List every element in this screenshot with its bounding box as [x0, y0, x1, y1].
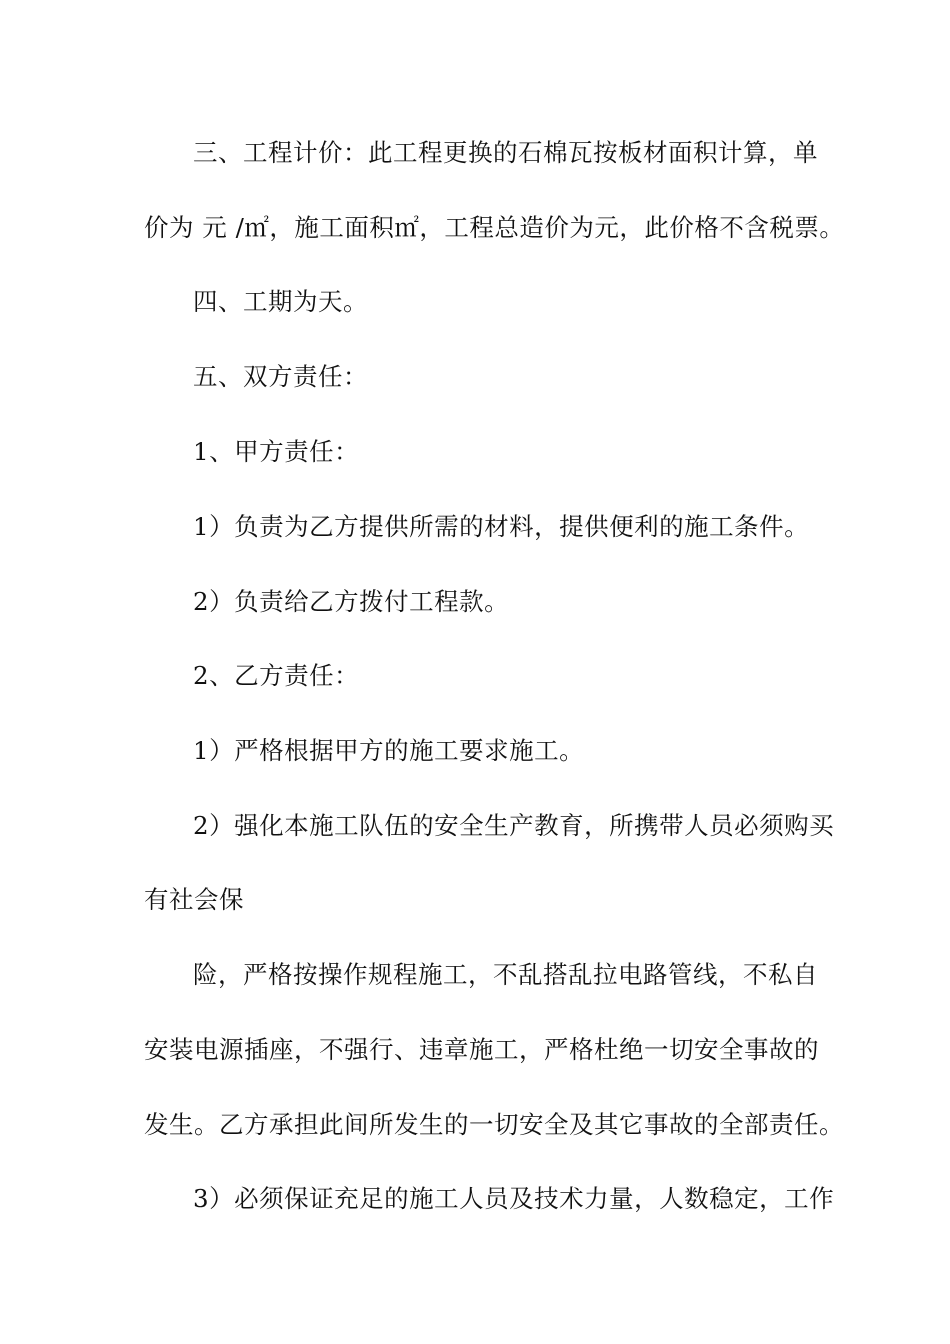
paragraph-safety-line-1: 险，严格按操作规程施工，不乱搭乱拉电路管线，不私自: [193, 960, 818, 989]
paragraph-pricing-line-1: 三、工程计价：此工程更换的石棉瓦按板材面积计算，单: [193, 138, 818, 167]
party-a-item-2: 2）负责给乙方拨付工程款。: [193, 587, 510, 616]
party-b-item-1: 1）严格根据甲方的施工要求施工。: [193, 736, 585, 765]
paragraph-duration: 四、工期为天。: [193, 287, 368, 316]
party-b-item-2-line-2: 有社会保: [144, 885, 244, 914]
paragraph-pricing-line-2: 价为 元 /㎡，施工面积㎡，工程总造价为元，此价格不含税票。: [144, 213, 845, 242]
heading-party-b: 2、乙方责任：: [193, 661, 360, 690]
party-b-item-3: 3）必须保证充足的施工人员及技术力量，人数稳定，工作: [193, 1184, 835, 1213]
paragraph-safety-line-3: 发生。乙方承担此间所发生的一切安全及其它事故的全部责任。: [144, 1110, 844, 1139]
heading-responsibilities: 五、双方责任：: [193, 362, 368, 391]
paragraph-safety-line-2: 安装电源插座，不强行、违章施工，严格杜绝一切安全事故的: [144, 1035, 819, 1064]
party-a-item-1: 1）负责为乙方提供所需的材料，提供便利的施工条件。: [193, 512, 810, 541]
heading-party-a: 1、甲方责任：: [193, 437, 360, 466]
party-b-item-2-line-1: 2）强化本施工队伍的安全生产教育，所携带人员必须购买: [193, 811, 835, 840]
